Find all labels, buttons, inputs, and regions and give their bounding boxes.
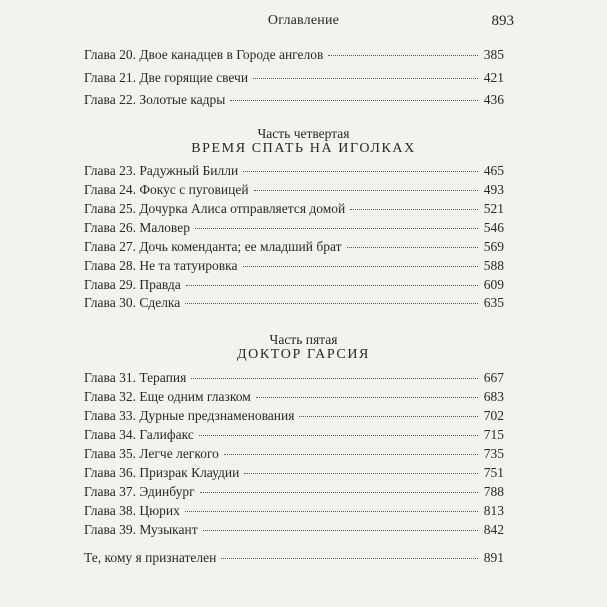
toc-entry-page: 751 bbox=[483, 465, 504, 480]
dot-leader bbox=[230, 100, 478, 101]
toc-entry bbox=[84, 446, 504, 464]
toc-entry-label: Глава 21. Две горящие свечи bbox=[84, 70, 249, 85]
toc-entry bbox=[84, 70, 504, 88]
toc-entry-label: Глава 33. Дурные предзнаменования bbox=[84, 408, 295, 423]
part-five-title: ДОКТОР ГАРСИЯ bbox=[237, 347, 370, 362]
toc-entry bbox=[84, 408, 504, 426]
running-head bbox=[0, 13, 607, 33]
dot-leader bbox=[203, 530, 478, 531]
page-number: 893 bbox=[491, 13, 514, 29]
toc-entry bbox=[84, 182, 504, 200]
dot-leader bbox=[186, 285, 478, 286]
toc-entry-label: Глава 31. Терапия bbox=[84, 370, 187, 385]
dot-leader bbox=[299, 416, 478, 417]
part-four-title: ВРЕМЯ СПАТЬ НА ИГОЛКАХ bbox=[191, 141, 416, 156]
toc-entry-acknowledgments bbox=[84, 550, 504, 568]
dot-leader bbox=[253, 78, 478, 79]
toc-entry-page: 891 bbox=[483, 550, 504, 565]
toc-entry-page: 546 bbox=[483, 220, 504, 235]
toc-entry bbox=[84, 277, 504, 295]
toc-entry-page: 465 bbox=[483, 163, 504, 178]
toc-entry-label: Глава 25. Дочурка Алиса отправляется домой bbox=[84, 201, 346, 216]
dot-leader bbox=[191, 378, 478, 379]
toc-entry bbox=[84, 92, 504, 110]
toc-entry-label: Глава 34. Галифакс bbox=[84, 427, 194, 442]
dot-leader bbox=[254, 190, 478, 191]
dot-leader bbox=[350, 209, 478, 210]
toc-entry-page: 667 bbox=[483, 370, 504, 385]
toc-entry-label: Глава 20. Двое канадцев в Городе ангелов bbox=[84, 47, 324, 62]
toc-entry-label: Глава 32. Еще одним глазком bbox=[84, 389, 251, 404]
dot-leader bbox=[195, 228, 478, 229]
toc-entry-page: 842 bbox=[483, 522, 504, 537]
toc-entry bbox=[84, 163, 504, 181]
part-four-label: Часть четвертая bbox=[257, 126, 350, 141]
dot-leader bbox=[221, 558, 478, 559]
dot-leader bbox=[244, 473, 478, 474]
toc-entry-label: Те, кому я признателен bbox=[84, 550, 217, 565]
toc-entry-page: 569 bbox=[483, 239, 504, 254]
toc-entry-page: 609 bbox=[483, 277, 504, 292]
dot-leader bbox=[328, 55, 478, 56]
running-title: Оглавление bbox=[267, 13, 340, 28]
toc-entry-label: Глава 23. Радужный Билли bbox=[84, 163, 239, 178]
toc-entry bbox=[84, 239, 504, 257]
toc-entry bbox=[84, 47, 504, 65]
dot-leader bbox=[185, 303, 478, 304]
toc-entry-page: 683 bbox=[483, 389, 504, 404]
toc-entry bbox=[84, 484, 504, 502]
toc-entry bbox=[84, 503, 504, 521]
toc-entry-page: 385 bbox=[483, 47, 504, 62]
dot-leader bbox=[200, 492, 478, 493]
dot-leader bbox=[224, 454, 478, 455]
dot-leader bbox=[347, 247, 478, 248]
toc-entry-page: 702 bbox=[483, 408, 504, 423]
toc-entry-page: 493 bbox=[483, 182, 504, 197]
toc-entry-page: 813 bbox=[483, 503, 504, 518]
toc-entry-label: Глава 26. Маловер bbox=[84, 220, 190, 235]
dot-leader bbox=[243, 266, 478, 267]
toc-entry bbox=[84, 522, 504, 540]
toc-entry-label: Глава 22. Золотые кадры bbox=[84, 92, 226, 107]
toc-entry-page: 788 bbox=[483, 484, 504, 499]
toc-entry-label: Глава 37. Эдинбург bbox=[84, 484, 195, 499]
dot-leader bbox=[243, 171, 478, 172]
toc-entry bbox=[84, 427, 504, 445]
dot-leader bbox=[185, 511, 478, 512]
toc-entry-label: Глава 38. Цюрих bbox=[84, 503, 180, 518]
toc-entry-label: Глава 27. Дочь коменданта; ее младший брат bbox=[84, 239, 342, 254]
toc-entry bbox=[84, 389, 504, 407]
toc-entry bbox=[84, 220, 504, 238]
toc-entry-page: 436 bbox=[483, 92, 504, 107]
toc-entry-label: Глава 29. Правда bbox=[84, 277, 181, 292]
toc-entry bbox=[84, 465, 504, 483]
toc-entry-page: 588 bbox=[483, 258, 504, 273]
toc-entry-label: Глава 39. Музыкант bbox=[84, 522, 198, 537]
toc-entry-label: Глава 35. Легче легкого bbox=[84, 446, 219, 461]
toc-entry-page: 521 bbox=[483, 201, 504, 216]
toc-entry-label: Глава 28. Не та татуировка bbox=[84, 258, 238, 273]
toc-entry-page: 735 bbox=[483, 446, 504, 461]
part-five-label: Часть пятая bbox=[269, 332, 338, 347]
toc-entry-label: Глава 30. Сделка bbox=[84, 295, 181, 310]
toc-entry-page: 635 bbox=[483, 295, 504, 310]
toc-entry-label: Глава 36. Призрак Клаудии bbox=[84, 465, 240, 480]
dot-leader bbox=[199, 435, 478, 436]
toc-entry bbox=[84, 295, 504, 313]
dot-leader bbox=[256, 397, 478, 398]
toc-entry bbox=[84, 258, 504, 276]
toc-entry-page: 715 bbox=[483, 427, 504, 442]
toc-entry-page: 421 bbox=[483, 70, 504, 85]
toc-entry bbox=[84, 201, 504, 219]
toc-entry bbox=[84, 370, 504, 388]
toc-entry-label: Глава 24. Фокус с пуговицей bbox=[84, 182, 249, 197]
